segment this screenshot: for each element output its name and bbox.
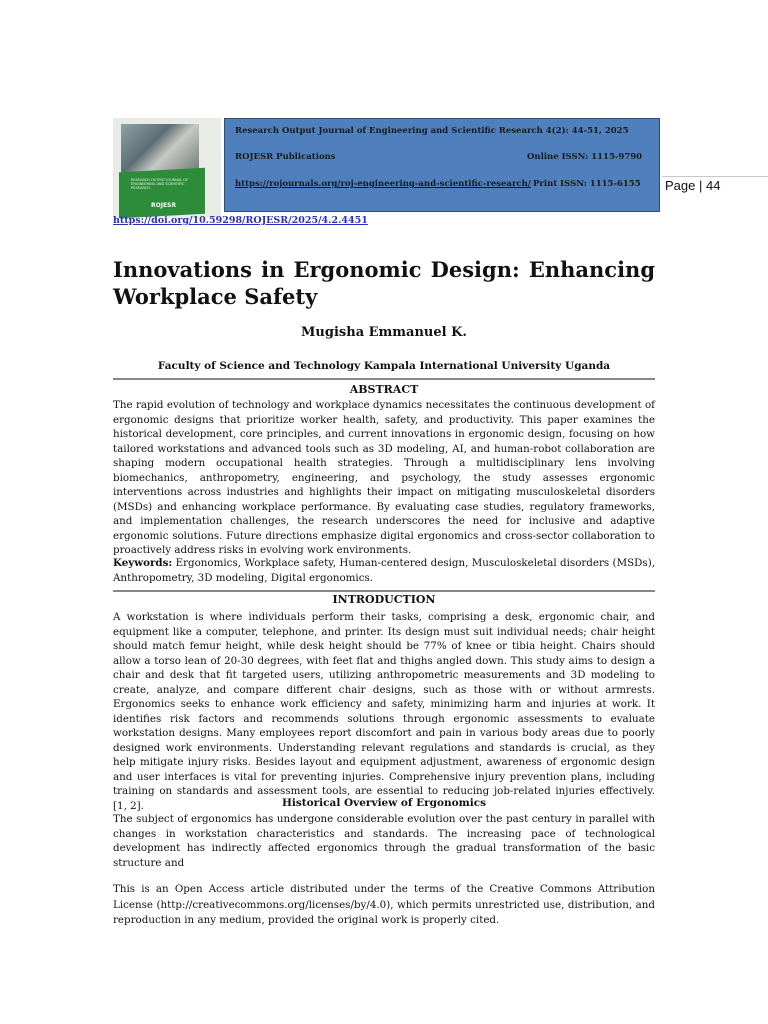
online-issn: Online ISSN: 1115-9790 [527,152,643,162]
journal-line: Research Output Journal of Engineering and Scientific Research 4(2): 44-51, 2025 [235,126,629,136]
affiliation: Faculty of Science and Technology Kampala International University Uganda [157,360,611,372]
print-issn: Print ISSN: 1115-6155 [533,179,641,189]
publisher: ROJESR Publications [235,152,336,162]
keywords-paragraph [113,556,655,585]
keywords-text: Ergonomics, Workplace safety, Human-centered design, Musculoskeletal disorders (MSDs), Anthropometry, 3D modeling, Digital ergonomics. [113,557,655,584]
historical-overview-text: The subject of ergonomics has undergone considerable evolution over the past century in parallel with changes in workstation characteristics and standards. The increasing pace of technological development has indirectly affected ergonomics through the gradual transformation of the basic structure and [113,813,655,869]
author-name: Mugisha Emmanuel K. [301,325,467,340]
abstract-heading: ABSTRACT [349,383,419,396]
journal-header-box [224,118,660,212]
journal-cover-image [113,118,221,218]
cover-title: RESEARCH OUTPUT JOURNAL OF ENGINEERING AND SCIENTIFIC RESEARCH [131,178,188,190]
divider-rule [113,590,655,592]
journal-url-link[interactable]: https://rojournals.org/roj-engineering-and-scientific-research/ [235,179,531,189]
cover-photo [121,124,199,172]
introduction-heading: INTRODUCTION [332,593,436,606]
cover-publisher: ROJESR [151,202,176,209]
historical-overview-heading: Historical Overview of Ergonomics [281,797,487,809]
article-title: Innovations in Ergonomic Design: Enhancing Workplace Safety [113,257,655,309]
doi-link[interactable]: https://doi.org/10.59298/ROJESR/2025/4.2.4451 [113,215,368,226]
page-number: Page | 44 [665,178,721,193]
page-divider [662,176,768,177]
keywords-label: Keywords: [113,557,173,569]
divider-rule [113,378,655,380]
license-footer: This is an Open Access article distributed under the terms of the Creative Commons Attribution License (http://creativecommons.org/licenses/by/4.0), which permits unrestricted use, distribution, and reproduction in any medium, provided the original work is properly cited. [113,883,655,926]
introduction-text: A workstation is where individuals perform their tasks, comprising a desk, ergonomic chair, and equipment like a computer, telephone, and printer. Its design must suit individual needs; chair height should match femur height, while desk height should be 77% of knee or tibia height. Chairs should allow a torso lean of 20-30 degrees, with feet flat and thighs angled down. This study aims to design a chair and desk that fit targeted users, utilizing anthropometric measurements and 3D modeling to create, analyze, and compare different chair designs, such as those with or without armrests. Ergonomics seeks to enhance work efficiency and safety, minimizing harm and injuries at work. It identifies risk factors and recommends solutions through ergonomic assessments to evaluate workstation designs. Many employees report discomfort and pain in various body areas due to poorly designed work environments. Understanding relevant regulations and standards is crucial, as they help mitigate injury risks. Besides layout and equipment adjustment, awareness of ergonomic design and user interfaces is vital for preventing injuries. Comprehensive injury prevention plans, including training on standards and assessment tools, are essential to reducing job-related injuries effectively. [1, 2]. [113,611,655,812]
abstract-text: The rapid evolution of technology and workplace dynamics necessitates the continuous development of ergonomic designs that prioritize worker health, safety, and productivity. This paper examines the historical development, core principles, and current innovations in ergonomic design, focusing on how tailored workstations and advanced tools such as 3D modeling, AI, and human-robot collaboration are shaping modern occupational health strategies. Through a multidisciplinary lens involving biomechanics, anthropometry, engineering, and psychology, the study assesses ergonomic interventions across industries and highlights their impact on mitigating musculoskeletal disorders (MSDs) and enhancing workplace performance. By evaluating case studies, regulatory frameworks, and implementation challenges, the research underscores the need for inclusive and adaptive ergonomic solutions. Future directions emphasize digital ergonomics and cross-sector collaboration to proactively address risks in evolving work environments. [113,399,655,556]
